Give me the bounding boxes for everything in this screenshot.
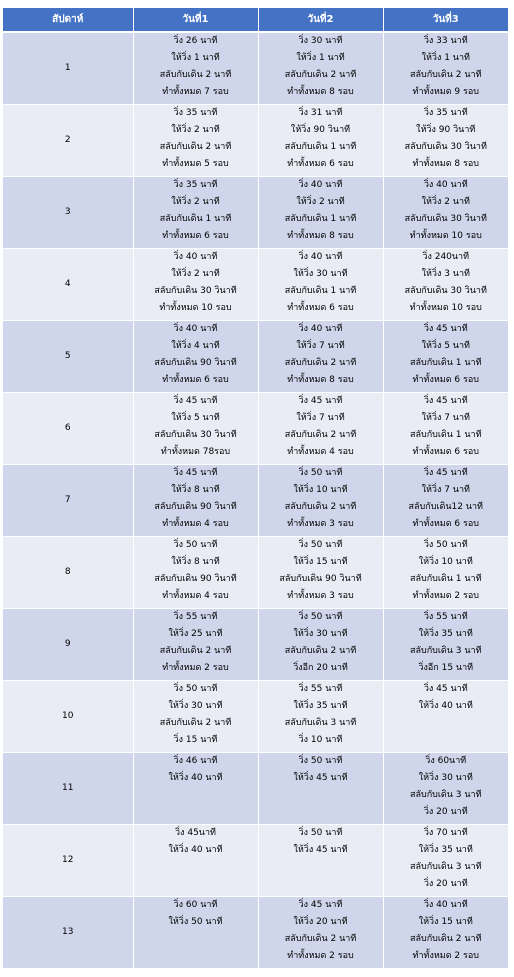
week-number: 10 — [3, 681, 133, 753]
workout-line: ทำทั้งหมด 4 รอบ — [162, 519, 229, 529]
workout-line: ให้วิ่ง 35 นาที — [418, 845, 473, 855]
table-row — [3, 321, 508, 393]
day-1-cell — [133, 753, 258, 825]
workout-line: วิ่ง 50 นาที — [173, 684, 218, 694]
workout-line: วิ่ง 33 นาที — [423, 36, 468, 46]
workout-line: ให้วิ่ง 35 นาที — [418, 629, 473, 639]
week-number: 3 — [3, 177, 133, 249]
workout-line: ให้วิ่ง 45 นาที — [293, 845, 348, 855]
workout-line: วิ่ง 40 นาที — [298, 252, 343, 262]
workout-line: วิ่ง 40 นาที — [423, 180, 468, 190]
day-2-cell — [258, 609, 383, 681]
workout-line: ทำทั้งหมด 6 รอบ — [162, 375, 229, 385]
week-number: 7 — [3, 465, 133, 537]
workout-line: สลับกับเดิน 3 นาที — [409, 862, 482, 872]
day-2-cell — [258, 393, 383, 465]
table-row — [3, 681, 508, 753]
header-week: สัปดาห์ — [3, 8, 133, 32]
day-3-cell — [383, 177, 508, 249]
workout-line: วิ่ง 45 นาที — [423, 396, 468, 406]
workout-line: ทำทั้งหมด 8 รอบ — [412, 159, 479, 169]
day-2-cell — [258, 177, 383, 249]
workout-line: วิ่ง 35 นาที — [173, 180, 218, 190]
workout-line: วิ่ง 60 นาที — [173, 900, 218, 910]
workout-line: ทำทั้งหมด 10 รอบ — [159, 303, 232, 313]
workout-line: สลับกับเดิน 30 วินาที — [404, 142, 487, 152]
training-schedule-table — [3, 8, 508, 969]
workout-line: วิ่ง 40 นาที — [173, 252, 218, 262]
day-2-cell — [258, 105, 383, 177]
workout-line: สลับกับเดิน 30 วินาที — [154, 286, 237, 296]
workout-line: ให้วิ่ง 25 นาที — [168, 629, 223, 639]
workout-line: ให้วิ่ง 3 นาที — [421, 269, 470, 279]
table-row — [3, 609, 508, 681]
day-3-cell — [383, 537, 508, 609]
workout-line: ให้วิ่ง 90 วินาที — [416, 125, 476, 135]
workout-line: ให้วิ่ง 90 วินาที — [290, 125, 351, 135]
day-3-cell — [383, 249, 508, 321]
workout-line: ทำทั้งหมด 8 รอบ — [287, 375, 354, 385]
workout-line: ทำทั้งหมด 78รอบ — [160, 447, 231, 457]
day-3-cell — [383, 609, 508, 681]
workout-line: ให้วิ่ง 40 นาที — [168, 845, 223, 855]
workout-line: วิ่ง 50 นาที — [298, 468, 343, 478]
week-number: 11 — [3, 753, 133, 825]
workout-line: ให้วิ่ง 1 นาที — [421, 53, 470, 63]
workout-line: สลับกับเดิน 1 นาที — [409, 574, 482, 584]
day-1-cell — [133, 177, 258, 249]
workout-line: วิ่ง 50 นาที — [423, 540, 468, 550]
workout-line: วิ่ง 35 นาที — [423, 108, 468, 118]
week-number: 4 — [3, 249, 133, 321]
workout-line: วิ่ง 45 นาที — [298, 900, 343, 910]
day-3-cell — [383, 753, 508, 825]
workout-line: สลับกับเดิน 2 นาที — [159, 646, 232, 656]
workout-line: วิ่ง 40 นาที — [423, 900, 468, 910]
workout-line: ให้วิ่ง 30 นาที — [168, 701, 223, 711]
workout-line: วิ่ง 40 นาที — [298, 180, 343, 190]
day-2-cell — [258, 32, 383, 105]
workout-line: สลับกับเดิน 1 นาที — [159, 214, 232, 224]
day-3-cell — [383, 32, 508, 105]
workout-line: สลับกับเดิน 3 นาที — [409, 646, 482, 656]
workout-line: สลับกับเดิน 90 วินาที — [279, 574, 362, 584]
day-1-cell — [133, 105, 258, 177]
table-row — [3, 249, 508, 321]
header-day-1: วันที่1 — [133, 8, 258, 32]
workout-line: ทำทั้งหมด 2 รอบ — [412, 591, 479, 601]
workout-line: ให้วิ่ง 10 นาที — [293, 485, 348, 495]
day-1-cell — [133, 897, 258, 969]
workout-line: สลับกับเดิน12 นาที — [408, 502, 483, 512]
day-1-cell — [133, 609, 258, 681]
workout-line: สลับกับเดิน 1 นาที — [409, 430, 482, 440]
workout-line: ทำทั้งหมด 4 รอบ — [287, 447, 354, 457]
workout-line: ทำทั้งหมด 8 รอบ — [287, 87, 354, 97]
workout-line: วิ่งอีก 15 นาที — [418, 663, 474, 673]
workout-line: วิ่ง 45 นาที — [173, 396, 218, 406]
workout-line: สลับกับเดิน 1 นาที — [284, 286, 357, 296]
table-row — [3, 825, 508, 897]
workout-line: ให้วิ่ง 30 นาที — [418, 773, 473, 783]
workout-line: ให้วิ่ง 5 นาที — [421, 341, 470, 351]
workout-line: วิ่ง 45 นาที — [298, 396, 343, 406]
workout-line: วิ่ง 40 นาที — [298, 324, 343, 334]
workout-line: ทำทั้งหมด 4 รอบ — [162, 591, 229, 601]
workout-line: สลับกับเดิน 2 นาที — [284, 502, 357, 512]
table-row — [3, 465, 508, 537]
workout-line: วิ่ง 55 นาที — [173, 612, 218, 622]
workout-line: วิ่งอีก 20 นาที — [293, 663, 348, 673]
workout-line: ให้วิ่ง 2 นาที — [171, 197, 220, 207]
day-2-cell — [258, 897, 383, 969]
day-3-cell — [383, 393, 508, 465]
workout-line: ให้วิ่ง 45 นาที — [293, 773, 348, 783]
workout-line: วิ่ง 60นาที — [425, 756, 467, 766]
workout-line: วิ่ง 20 นาที — [423, 879, 468, 889]
workout-line: สลับกับเดิน 2 นาที — [284, 646, 357, 656]
workout-line: ให้วิ่ง 30 นาที — [293, 629, 348, 639]
workout-line: ให้วิ่ง 7 นาที — [296, 341, 345, 351]
workout-line: ให้วิ่ง 2 นาที — [171, 125, 220, 135]
workout-line: วิ่ง 35 นาที — [173, 108, 218, 118]
day-1-cell — [133, 537, 258, 609]
workout-line: ให้วิ่ง 8 นาที — [171, 485, 220, 495]
table-row — [3, 177, 508, 249]
week-number: 6 — [3, 393, 133, 465]
workout-line: สลับกับเดิน 2 นาที — [284, 430, 357, 440]
workout-line: สลับกับเดิน 90 วินาที — [154, 358, 237, 368]
week-number: 8 — [3, 537, 133, 609]
workout-line: วิ่ง 30 นาที — [298, 36, 343, 46]
workout-line: ให้วิ่ง 30 นาที — [293, 269, 348, 279]
workout-line: วิ่ง 70 นาที — [423, 828, 468, 838]
workout-line: วิ่ง 15 นาที — [173, 735, 218, 745]
workout-line: ให้วิ่ง 1 นาที — [296, 53, 345, 63]
workout-line: ทำทั้งหมด 6 รอบ — [287, 159, 354, 169]
workout-line: ให้วิ่ง 4 นาที — [171, 341, 220, 351]
workout-line: ทำทั้งหมด 10 รอบ — [409, 231, 482, 241]
workout-line: ให้วิ่ง 40 นาที — [418, 701, 473, 711]
workout-line: ให้วิ่ง 2 นาที — [171, 269, 220, 279]
day-1-cell — [133, 681, 258, 753]
workout-line: ให้วิ่ง 8 นาที — [171, 557, 220, 567]
workout-line: สลับกับเดิน 90 วินาที — [154, 574, 237, 584]
workout-line: วิ่ง 50 นาที — [173, 540, 218, 550]
workout-line: วิ่ง 40 นาที — [173, 324, 218, 334]
day-2-cell — [258, 537, 383, 609]
workout-line: วิ่ง 26 นาที — [173, 36, 218, 46]
workout-line: วิ่ง 55 นาที — [298, 684, 343, 694]
workout-line: วิ่ง 10 นาที — [298, 735, 343, 745]
workout-line: วิ่ง 46 นาที — [173, 756, 218, 766]
workout-line: ให้วิ่ง 20 นาที — [293, 917, 348, 927]
workout-line: วิ่ง 45นาที — [175, 828, 216, 838]
day-3-cell — [383, 897, 508, 969]
table-row — [3, 753, 508, 825]
day-2-cell — [258, 753, 383, 825]
workout-line: สลับกับเดิน 2 นาที — [159, 142, 232, 152]
table-row — [3, 32, 508, 105]
workout-line: ให้วิ่ง 2 นาที — [421, 197, 470, 207]
table-row — [3, 537, 508, 609]
workout-line: วิ่ง 50 นาที — [298, 756, 343, 766]
day-3-cell — [383, 681, 508, 753]
workout-line: สลับกับเดิน 30 วินาที — [404, 214, 487, 224]
workout-line: ทำทั้งหมด 7 รอบ — [162, 87, 229, 97]
workout-line: สลับกับเดิน 3 นาที — [284, 718, 357, 728]
day-2-cell — [258, 825, 383, 897]
week-number: 1 — [3, 32, 133, 105]
day-1-cell — [133, 321, 258, 393]
workout-line: สลับกับเดิน 2 นาที — [284, 934, 357, 944]
workout-line: วิ่ง 45 นาที — [423, 468, 468, 478]
day-3-cell — [383, 105, 508, 177]
workout-line: ให้วิ่ง 2 นาที — [296, 197, 345, 207]
workout-line: ทำทั้งหมด 5 รอบ — [162, 159, 229, 169]
workout-line: ทำทั้งหมด 2 รอบ — [287, 951, 354, 961]
week-number: 5 — [3, 321, 133, 393]
week-number: 9 — [3, 609, 133, 681]
workout-line: วิ่ง 50 นาที — [298, 828, 343, 838]
header-day-2: วันที่2 — [258, 8, 383, 32]
header-row — [3, 8, 508, 32]
workout-line: วิ่ง 55 นาที — [423, 612, 468, 622]
workout-line: ให้วิ่ง 15 นาที — [293, 557, 348, 567]
day-1-cell — [133, 825, 258, 897]
workout-line: ทำทั้งหมด 6 รอบ — [412, 447, 479, 457]
workout-line: สลับกับเดิน 2 นาที — [284, 70, 357, 80]
workout-line: ทำทั้งหมด 3 รอบ — [287, 519, 354, 529]
workout-line: ทำทั้งหมด 6 รอบ — [287, 303, 354, 313]
workout-line: ให้วิ่ง 7 นาที — [421, 413, 470, 423]
day-2-cell — [258, 249, 383, 321]
workout-line: วิ่ง 45 นาที — [423, 684, 468, 694]
day-1-cell — [133, 32, 258, 105]
workout-line: สลับกับเดิน 1 นาที — [409, 358, 482, 368]
workout-line: วิ่ง 45 นาที — [173, 468, 218, 478]
day-3-cell — [383, 321, 508, 393]
table-body — [3, 32, 508, 969]
workout-line: วิ่ง 31 นาที — [298, 108, 343, 118]
workout-line: ให้วิ่ง 1 นาที — [171, 53, 220, 63]
workout-line: ให้วิ่ง 7 นาที — [421, 485, 470, 495]
day-3-cell — [383, 465, 508, 537]
table-row — [3, 897, 508, 969]
workout-line: ให้วิ่ง 7 นาที — [296, 413, 345, 423]
table-header — [3, 8, 508, 32]
workout-line: ทำทั้งหมด 6 รอบ — [412, 519, 479, 529]
workout-line: สลับกับเดิน 30 วินาที — [404, 286, 487, 296]
workout-line: สลับกับเดิน 1 นาที — [284, 214, 357, 224]
workout-line: ให้วิ่ง 10 นาที — [418, 557, 473, 567]
workout-line: สลับกับเดิน 2 นาที — [409, 70, 482, 80]
day-3-cell — [383, 825, 508, 897]
day-1-cell — [133, 393, 258, 465]
workout-line: ทำทั้งหมด 6 รอบ — [412, 375, 479, 385]
workout-line: วิ่ง 50 นาที — [298, 612, 343, 622]
workout-line: สลับกับเดิน 2 นาที — [159, 718, 232, 728]
header-day-3: วันที่3 — [383, 8, 508, 32]
workout-line: ให้วิ่ง 5 นาที — [171, 413, 220, 423]
workout-line: วิ่ง 240นาที — [422, 252, 470, 262]
workout-line: ให้วิ่ง 50 นาที — [168, 917, 223, 927]
workout-line: ทำทั้งหมด 2 รอบ — [162, 663, 229, 673]
workout-line: สลับกับเดิน 2 นาที — [159, 70, 232, 80]
workout-line: วิ่ง 50 นาที — [298, 540, 343, 550]
workout-line: สลับกับเดิน 30 วินาที — [154, 430, 237, 440]
workout-line: สลับกับเดิน 2 นาที — [409, 934, 482, 944]
workout-line: ให้วิ่ง 40 นาที — [168, 773, 223, 783]
workout-line: สลับกับเดิน 90 วินาที — [154, 502, 237, 512]
week-number: 13 — [3, 897, 133, 969]
table-row — [3, 105, 508, 177]
day-2-cell — [258, 465, 383, 537]
workout-line: ทำทั้งหมด 6 รอบ — [162, 231, 229, 241]
day-1-cell — [133, 249, 258, 321]
week-number: 12 — [3, 825, 133, 897]
workout-line: ทำทั้งหมด 3 รอบ — [287, 591, 354, 601]
workout-line: ทำทั้งหมด 2 รอบ — [412, 951, 479, 961]
workout-line: วิ่ง 45 นาที — [423, 324, 468, 334]
workout-line: สลับกับเดิน 1 นาที — [284, 142, 357, 152]
workout-line: ให้วิ่ง 35 นาที — [293, 701, 348, 711]
day-2-cell — [258, 681, 383, 753]
workout-line: สลับกับเดิน 3 นาที — [409, 790, 482, 800]
workout-line: สลับกับเดิน 2 นาที — [284, 358, 357, 368]
workout-line: ให้วิ่ง 15 นาที — [418, 917, 473, 927]
workout-line: ทำทั้งหมด 8 รอบ — [287, 231, 354, 241]
day-2-cell — [258, 321, 383, 393]
table-row — [3, 393, 508, 465]
week-number: 2 — [3, 105, 133, 177]
day-1-cell — [133, 465, 258, 537]
workout-line: ทำทั้งหมด 10 รอบ — [409, 303, 482, 313]
workout-line: วิ่ง 20 นาที — [423, 807, 468, 817]
workout-line: ทำทั้งหมด 9 รอบ — [412, 87, 479, 97]
